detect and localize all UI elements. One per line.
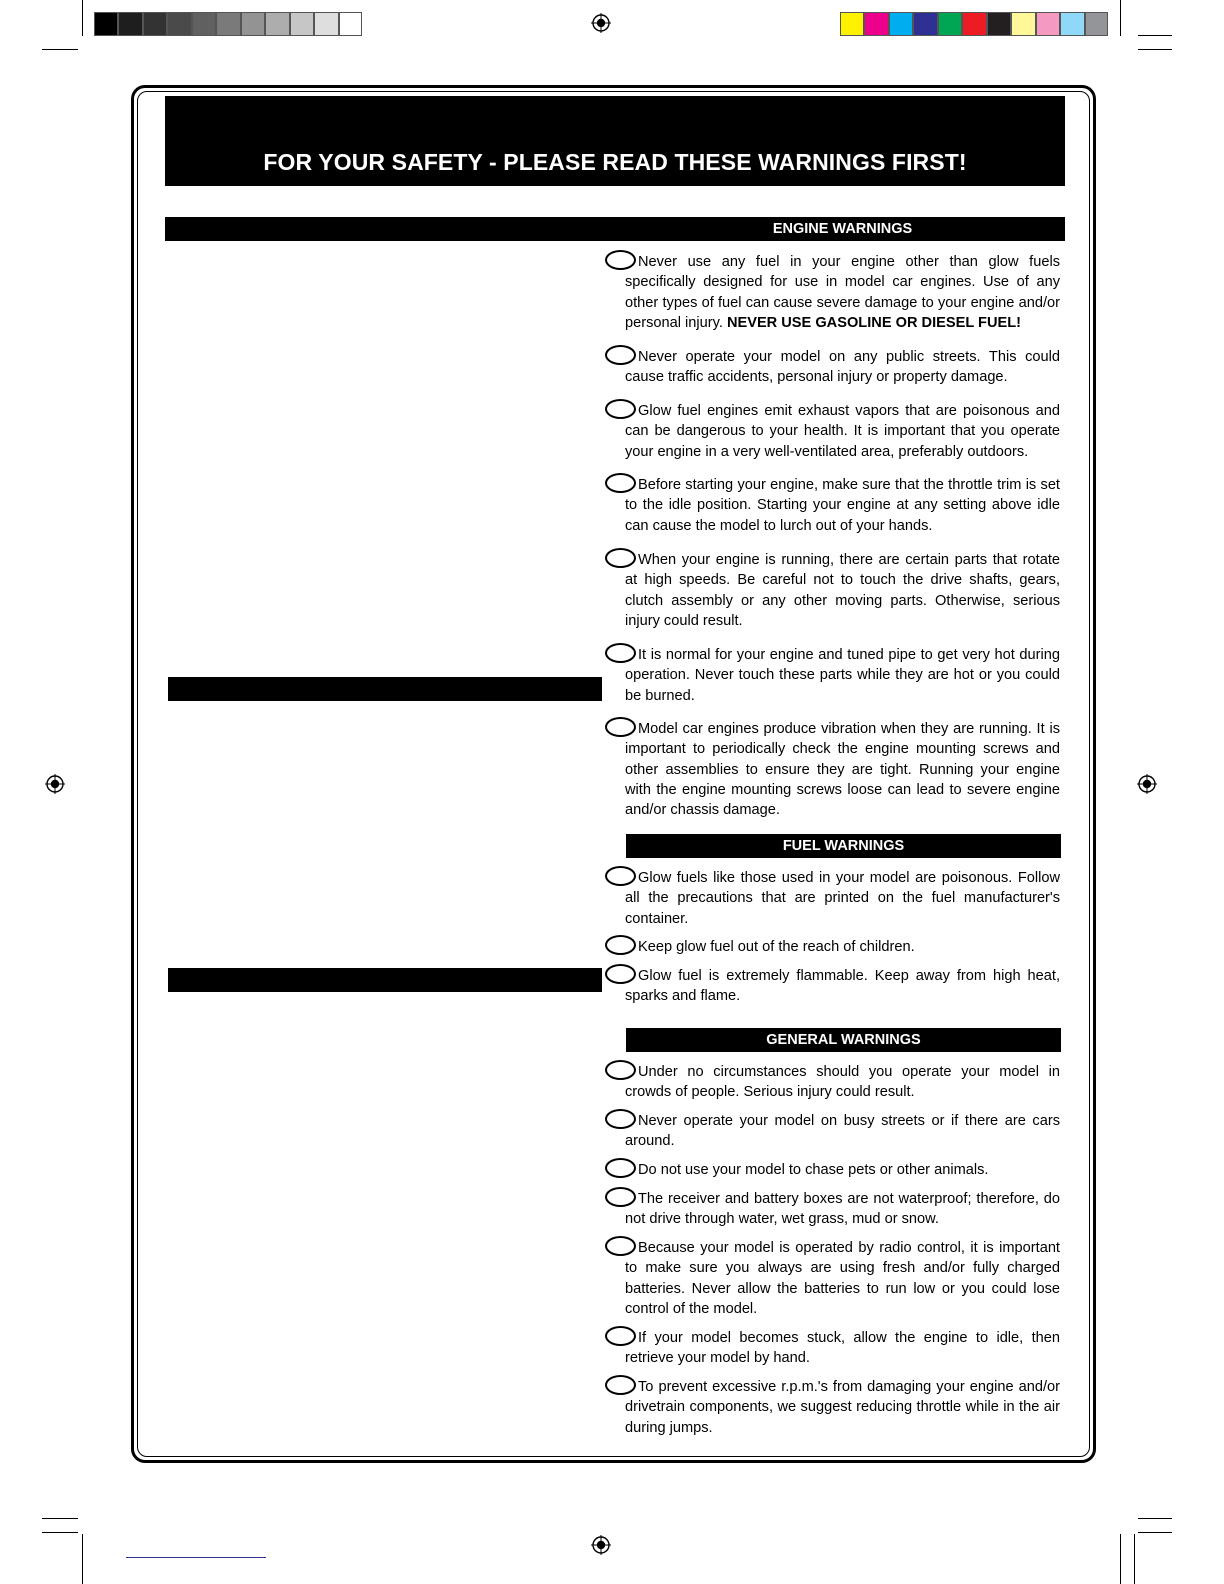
swatch [840,12,864,36]
crop-mark [82,1534,83,1584]
warning-text: To prevent excessive r.p.m.'s from damaging your engine and/or drivetrain components, we suggest reducing throttle while in the air during jumps. [625,1379,1060,1436]
warning-text: Glow fuels like those used in your model are poisonous. Follow all the precautions that are printed on the fuel manufacturer's container. [625,870,1060,927]
swatch [864,12,889,36]
warning-text: Keep glow fuel out of the reach of children. [638,939,915,955]
section-heading-general: GENERAL WARNINGS [626,1028,1061,1052]
swatch [938,12,962,36]
crop-mark [1138,35,1172,36]
swatch [94,12,118,36]
swatch [987,12,1011,36]
swatch [1085,12,1108,36]
crop-mark [1120,0,1121,36]
left-column-bar [168,968,602,992]
checkbox-oval-icon [605,717,636,737]
crop-mark [42,1518,78,1519]
warning-item [625,550,1060,631]
swatch [962,12,987,36]
page-title: FOR YOUR SAFETY - PLEASE READ THESE WARNINGS FIRST! [263,149,967,175]
swatch [143,12,167,36]
checkbox-oval-icon [605,473,636,493]
warning-text: Glow fuel is extremely flammable. Keep away from high heat, sparks and flame. [625,968,1060,1005]
warning-text: The receiver and battery boxes are not waterproof; therefore, do not drive through water, wet grass, mud or snow. [625,1191,1060,1228]
section-heading-engine: ENGINE WARNINGS [772,221,913,237]
swatch [889,12,913,36]
warning-item [625,252,1060,333]
swatch [1036,12,1060,36]
warning-item [625,475,1060,536]
warning-item [625,937,1060,957]
crop-mark [42,49,78,50]
checkbox-oval-icon [605,1326,636,1346]
registration-mark-icon [1137,774,1157,794]
left-column-bar [168,677,602,701]
checkbox-oval-icon [605,399,636,419]
checkbox-oval-icon [605,1158,636,1178]
warning-item [625,1377,1060,1438]
warning-item [625,868,1060,929]
checkbox-oval-icon [605,250,636,270]
checkbox-oval-icon [605,1236,636,1256]
warning-text: It is normal for your engine and tuned pipe to get very hot during operation. Never touch these parts while they are hot or you could be burned. [625,647,1060,704]
registration-mark-icon [591,13,611,33]
warning-text: Before starting your engine, make sure that the throttle trim is set to the idle position. Starting your engine at any setting above idle can cause the model to lurch out of your hands. [625,477,1060,534]
swatch [314,12,339,36]
crop-mark [1138,1518,1172,1519]
warning-item [625,1160,1060,1180]
warning-text: If your model becomes stuck, allow the engine to idle, then retrieve your model by hand. [625,1330,1060,1367]
warning-text: Never operate your model on any public streets. This could cause traffic accidents, personal injury or property damage. [625,349,1060,386]
checkbox-oval-icon [605,964,636,984]
registration-mark-icon [591,1535,611,1555]
warning-item [625,1189,1060,1230]
swatch [241,12,265,36]
swatch [167,12,192,36]
warning-text: Do not use your model to chase pets or other animals. [638,1162,989,1178]
crop-mark [1138,49,1172,50]
checkbox-oval-icon [605,345,636,365]
checkbox-oval-icon [605,935,636,955]
checkbox-oval-icon [605,1060,636,1080]
warning-text: Model car engines produce vibration when they are running. It is important to periodically check the engine mounting screws and other assemblies to ensure they are tight. Running your engine with the engine mounting screws loose can lead to severe engine and/or chassis damage. [625,721,1060,819]
swatch [913,12,938,36]
checkbox-oval-icon [605,548,636,568]
warning-text: When your engine is running, there are certain parts that rotate at high speeds. Be careful not to touch the drive shafts, gears, clutch assembly or any other moving parts. Otherwise, serious injury could result. [625,552,1060,629]
warning-text: Under no circumstances should you operate your model in crowds of people. Serious injury could result. [625,1064,1060,1101]
warning-item [625,645,1060,706]
title-banner [165,96,1065,186]
warning-emphasis: NEVER USE GASOLINE OR DIESEL FUEL! [726,314,1022,331]
crop-mark [1120,1534,1121,1584]
warning-item [625,1111,1060,1152]
warning-text: Glow fuel engines emit exhaust vapors that are poisonous and can be dangerous to your health. It is important that you operate your engine in a very well-ventilated area, preferably outdoors. [625,403,1060,460]
registration-mark-icon [45,774,65,794]
warning-item [625,1062,1060,1103]
swatch [1060,12,1085,36]
crop-mark [82,0,83,36]
section-heading-fuel: FUEL WARNINGS [626,834,1061,858]
warning-item [625,401,1060,462]
swatch [265,12,290,36]
swatch [192,12,216,36]
swatch [290,12,314,36]
warning-item [625,1238,1060,1319]
swatch [339,12,362,36]
checkbox-oval-icon [605,866,636,886]
warning-text: Never use any fuel in your engine other than glow fuels specifically designed for use in model car engines. Use of any other types of fuel can cause severe damage to your engine and/or personal injury. [625,254,1060,331]
warning-item [625,347,1060,388]
checkbox-oval-icon [605,1109,636,1129]
blue-line [126,1557,266,1558]
warning-text: Because your model is operated by radio control, it is important to make sure you always are using fresh and/or fully charged batteries. Never allow the batteries to run low or you could lose control of the model. [625,1240,1060,1317]
swatch [118,12,143,36]
checkbox-oval-icon [605,643,636,663]
swatch [1011,12,1036,36]
crop-mark [42,1532,78,1533]
crop-mark [1138,1532,1172,1533]
warning-text: Never operate your model on busy streets or if there are cars around. [625,1113,1060,1150]
warning-item [625,719,1060,820]
checkbox-oval-icon [605,1187,636,1207]
warning-item [625,1328,1060,1369]
swatch [216,12,241,36]
checkbox-oval-icon [605,1375,636,1395]
crop-mark [1134,1534,1135,1584]
warning-item [625,966,1060,1007]
